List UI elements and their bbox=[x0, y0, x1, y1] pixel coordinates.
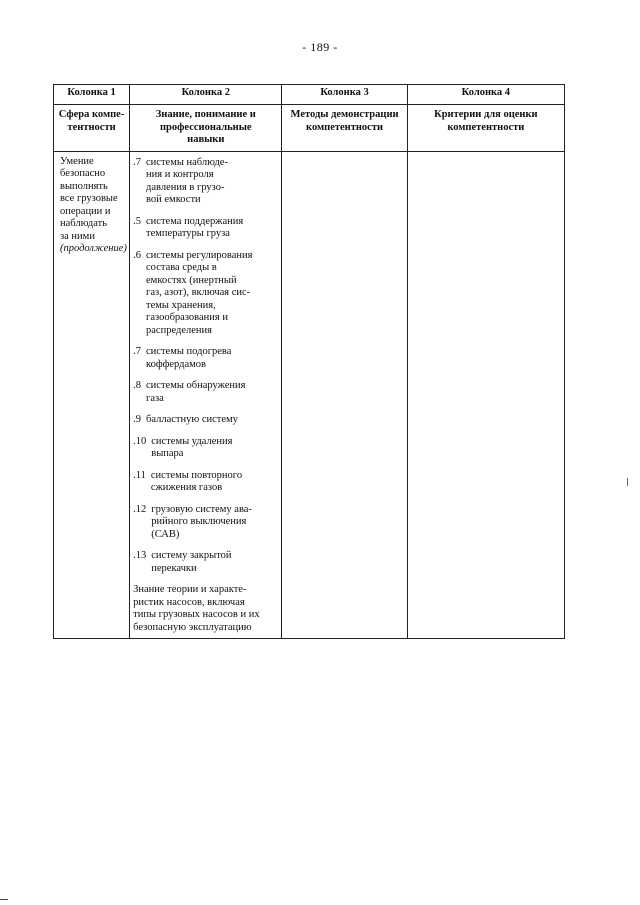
demonstration-methods-cell bbox=[282, 151, 407, 639]
knowledge-list-item bbox=[133, 346, 275, 371]
knowledge-list-item bbox=[133, 380, 275, 405]
item-text: грузовую систему ава- рийного выключения (САВ) bbox=[151, 503, 252, 540]
sphere-line: операции и bbox=[60, 205, 111, 217]
item-number: .5 bbox=[133, 215, 142, 227]
item-text: системы подогрева коффердамов bbox=[146, 346, 232, 370]
evaluation-criteria-cell bbox=[407, 151, 564, 639]
sphere-line: безопасно bbox=[60, 168, 106, 179]
column-number-row bbox=[54, 85, 565, 105]
knowledge-items-list bbox=[133, 157, 275, 576]
content-row bbox=[54, 151, 565, 639]
column-title-row bbox=[54, 105, 565, 152]
scan-edge-mark bbox=[0, 899, 8, 900]
item-text: системы регулирования состава среды в емкостях (инертный газ, азот), включая сис- темы хранения, газообразования и распределения bbox=[146, 249, 253, 336]
demonstration-methods-header: Методы демонстрации компетентности bbox=[282, 105, 407, 152]
competence-sphere-header: Сфера компе- тентности bbox=[54, 105, 130, 152]
knowledge-list-item bbox=[133, 157, 275, 207]
knowledge-list-item bbox=[133, 216, 275, 241]
item-number: .8 bbox=[133, 380, 142, 391]
item-text: система поддержания температуры груза bbox=[146, 215, 244, 239]
pump-knowledge-paragraph: Знание теории и характе- ристик насосов, включая типы грузовых насосов и их безопасную эксплуатацию bbox=[133, 584, 260, 633]
knowledge-list-item bbox=[133, 414, 275, 427]
item-number: .7 bbox=[133, 346, 142, 357]
item-number: .13 bbox=[133, 550, 147, 561]
item-text: балластную систему bbox=[146, 414, 238, 425]
item-text: систему закрытой перекачки bbox=[151, 550, 232, 574]
column-1-header: Колонка 1 bbox=[54, 85, 130, 105]
item-text: системы повторного сжижения газов bbox=[150, 469, 243, 493]
sphere-line: наблюдать bbox=[60, 218, 108, 229]
evaluation-criteria-header: Критерии для оценки компетентности bbox=[407, 105, 564, 152]
continued-note: (продолжение) bbox=[60, 243, 127, 254]
sphere-line: Умение bbox=[60, 155, 94, 167]
item-number: .6 bbox=[133, 249, 142, 261]
column-4-header: Колонка 4 bbox=[407, 85, 564, 105]
item-text: системы наблюде- ния и контроля давления в грузо- вой емкости bbox=[146, 156, 228, 205]
column-2-header: Колонка 2 bbox=[130, 85, 282, 105]
competence-table bbox=[53, 84, 565, 639]
knowledge-list-item bbox=[133, 436, 275, 461]
sphere-line: все грузовые bbox=[60, 193, 118, 204]
knowledge-list-item bbox=[133, 250, 275, 338]
competence-sphere-cell bbox=[54, 151, 130, 639]
knowledge-header: Знание, понимание и профессиональные навыки bbox=[130, 105, 282, 152]
item-number: .10 bbox=[133, 435, 147, 447]
knowledge-list-item bbox=[133, 550, 275, 575]
sphere-line: выполнять bbox=[60, 180, 108, 192]
item-text: системы удаления выпара bbox=[151, 435, 233, 459]
knowledge-list-item bbox=[133, 504, 275, 542]
margin-mark bbox=[627, 478, 631, 486]
knowledge-cell bbox=[130, 151, 282, 639]
item-number: .9 bbox=[133, 414, 142, 425]
page-number: - 189 - bbox=[302, 40, 338, 54]
item-number: .7 bbox=[133, 156, 142, 168]
column-3-header: Колонка 3 bbox=[282, 85, 407, 105]
item-text: системы обнаружения газа bbox=[146, 380, 246, 404]
knowledge-list-item bbox=[133, 470, 275, 495]
sphere-line: за ними bbox=[60, 230, 95, 242]
item-number: .11 bbox=[133, 469, 146, 481]
item-number: .12 bbox=[133, 503, 147, 515]
